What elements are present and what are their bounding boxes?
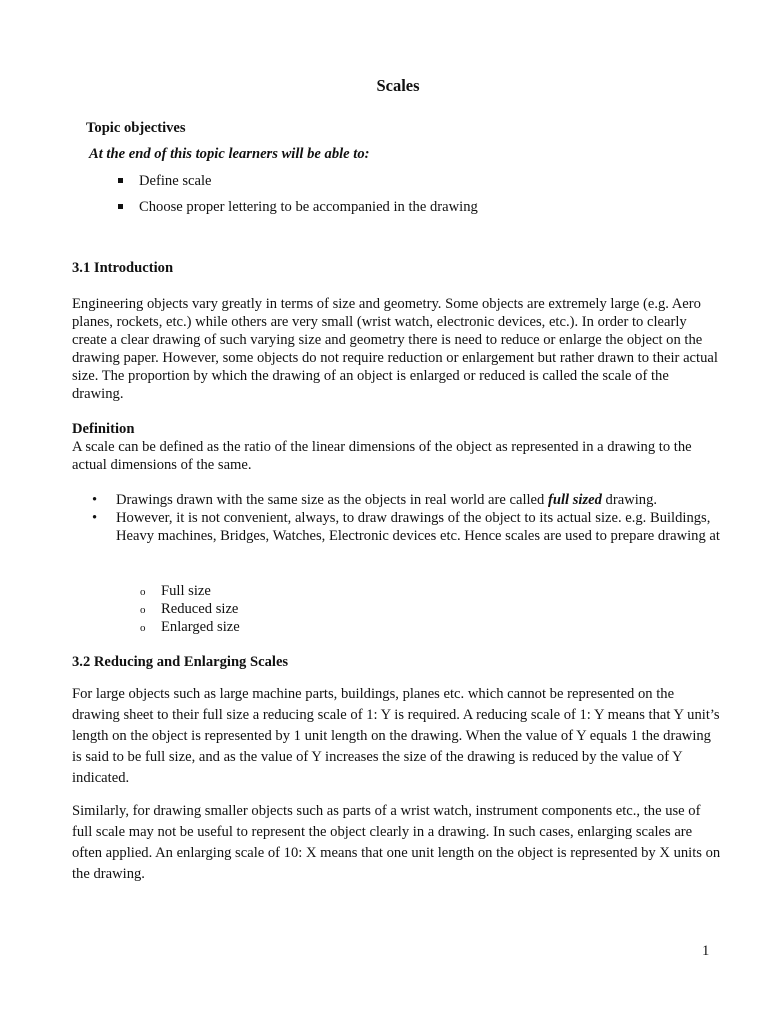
- circle-bullet-icon: o: [140, 622, 146, 634]
- section-heading-introduction: 3.1 Introduction: [72, 260, 174, 276]
- square-bullet-icon: [118, 204, 123, 209]
- bullet-icon: •: [92, 492, 98, 508]
- size-text: Enlarged size: [161, 619, 240, 635]
- size-list: [140, 582, 540, 636]
- list-item: [140, 600, 540, 618]
- bullet-list: [92, 491, 722, 545]
- list-item: [140, 618, 540, 636]
- section-heading-scales: 3.2 Reducing and Enlarging Scales: [72, 654, 289, 670]
- bullet-text: Drawings drawn with the same size as the objects in real world are called: [116, 492, 548, 508]
- bullet-text: However, it is not convenient, always, to draw drawings of the object to its actual size. e.g. Buildings, Heavy machines, Bridges, Watches, Electronic devices etc. Hence scales are used to prepare drawing at: [116, 510, 720, 544]
- page-number: 1: [702, 943, 710, 959]
- bullet-text: drawing.: [601, 492, 658, 508]
- bullet-icon: •: [92, 510, 98, 526]
- enlarging-scale-paragraph: Similarly, for drawing smaller objects such as parts of a wrist watch, instrument components etc., the use of full scale may not be useful to represent the object clearly in a drawing. In such cases, enlarging scales are often applied. An enlarging scale of 10: X means that one unit length on the object is represented by X units on the drawing.: [72, 803, 721, 882]
- objectives-list: [118, 172, 738, 224]
- size-text: Full size: [161, 583, 211, 599]
- list-item: [92, 509, 722, 545]
- page-title: Scales: [376, 76, 420, 95]
- list-item: [92, 491, 722, 509]
- objective-item: [118, 172, 738, 198]
- list-item: [140, 582, 540, 600]
- circle-bullet-icon: o: [140, 604, 146, 616]
- objectives-heading: Topic objectives: [86, 120, 186, 136]
- objectives-subheading: At the end of this topic learners will be able to:: [89, 146, 370, 162]
- circle-bullet-icon: o: [140, 586, 146, 598]
- size-text: Reduced size: [161, 601, 239, 617]
- square-bullet-icon: [118, 178, 123, 183]
- introduction-paragraph: Engineering objects vary greatly in terms of size and geometry. Some objects are extremely large (e.g. Aero planes, rockets, etc.) while others are very small (wrist watch, electronic devices, etc.). In order to clearly create a clear drawing of such varying size and geometry there is need to reduce or enlarge the object on the drawing paper. However, some objects do not require reduction or enlargement but rather drawn to their actual size. The proportion by which the drawing of an object is enlarged or reduced is called the scale of the drawing.: [72, 296, 718, 402]
- reducing-scale-paragraph: For large objects such as large machine parts, buildings, planes etc. which cannot be represented on the drawing sheet to their full size a reducing scale of 1: Y is required. A reducing scale of 1: Y means that Y unit’s length on the object is represented by 1 unit length on the drawing. When the value of Y equals 1 the drawing is said to be full size, and as the value of Y increases the size of the drawing is reduced by the value of Y indicated.: [72, 686, 720, 786]
- definition-text: A scale can be defined as the ratio of the linear dimensions of the object as represented in a drawing to the actual dimensions of the same.: [72, 439, 692, 473]
- objective-item: [118, 198, 738, 224]
- emphasis-text: full sized: [547, 492, 602, 508]
- objective-text: Choose proper lettering to be accompanied in the drawing: [139, 199, 478, 215]
- objective-text: Define scale: [139, 173, 212, 189]
- definition-heading: Definition: [72, 421, 135, 437]
